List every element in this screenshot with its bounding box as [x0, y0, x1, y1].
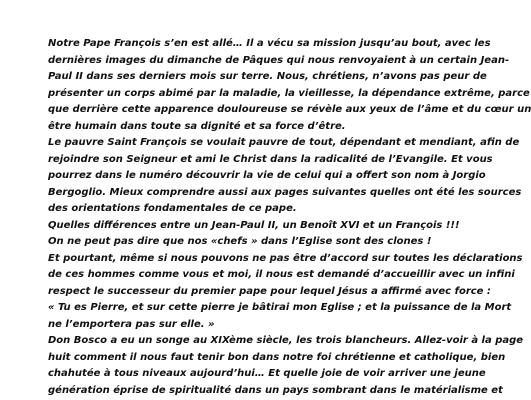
text-line: rejoindre son Seigneur et ami le Christ dans la radicalité de l’Evangile. Et vous: [48, 153, 493, 165]
article-body: [48, 36, 531, 399]
paragraph: [48, 234, 453, 251]
text-line: ne l’emportera pas sur elle. »: [48, 318, 215, 330]
text-line: pourrez dans le numéro découvrir la vie de celui qui a offert son nom à Jorgio: [48, 170, 486, 181]
text-line: des orientations fondamentales de ce pape.: [48, 203, 297, 214]
text-line: Don Bosco a eu un songe au XIXème siècle, les trois blancheurs. Allez-voir à la page: [48, 335, 524, 346]
text-line: respect le successeur du premier pape pour lequel Jésus a affirmé avec force :: [48, 285, 491, 297]
text-line: Paul II dans ses derniers mois sur terre. Nous, chrétiens, n’avons pas peur de: [48, 71, 487, 82]
paragraph: [48, 300, 512, 333]
text-line: huit comment il nous faut tenir bon dans notre foi chrétienne et catholique, bien: [48, 351, 506, 363]
text-line: On ne peut pas dire que nos «chefs » dans l’Eglise sont des clones !: [48, 236, 432, 247]
text-line: Le pauvre Saint François se voulait pauvre de tout, dépendant et mendiant, afin de: [48, 137, 520, 148]
text-line: dernières images du dimanche de Pâques qui nous renvoyaient à un certain Jean-: [48, 54, 510, 66]
text-line: Bergoglio. Mieux comprendre aussi aux pages suivantes quelles ont été les sources: [48, 186, 522, 198]
text-line: de ces hommes comme vous et moi, il nous est demandé d’accueillir avec un infini: [48, 269, 515, 280]
text-line: génération éprise de spiritualité dans un pays sombrant dans le matérialisme et: [48, 384, 503, 396]
paragraph: [48, 36, 531, 135]
text-line: « Tu es Pierre, et sur cette pierre je bâtirai mon Eglise ; et la puissance de la Mort: [48, 302, 512, 313]
paragraph: [48, 135, 522, 218]
text-line: présenter un corps abimé par la maladie, la vieillesse, la dépendance extrême, parce: [48, 87, 530, 99]
text-line: être humain dans toute sa dignité et sa force d’être.: [48, 120, 346, 132]
paragraph: [48, 251, 523, 301]
text-line: Quelles différences entre un Jean-Paul II, un Benoît XVI et un François !!!: [48, 219, 460, 231]
paragraph: [48, 218, 460, 235]
text-line: Et pourtant, même si nous pouvons ne pas être d’accord sur toutes les déclarations: [48, 252, 523, 264]
text-line: que derrière cette apparence douloureuse se révèle aux yeux de l’âme et du cœur un: [48, 104, 531, 115]
paragraph: [48, 333, 524, 399]
text-line: chahutée à tous niveaux aujourd’hui… Et quelle joie de voir arriver une jeune: [48, 368, 486, 379]
text-line: Notre Pape François s’en est allé… Il a vécu sa mission jusqu’au bout, avec les: [48, 38, 491, 49]
